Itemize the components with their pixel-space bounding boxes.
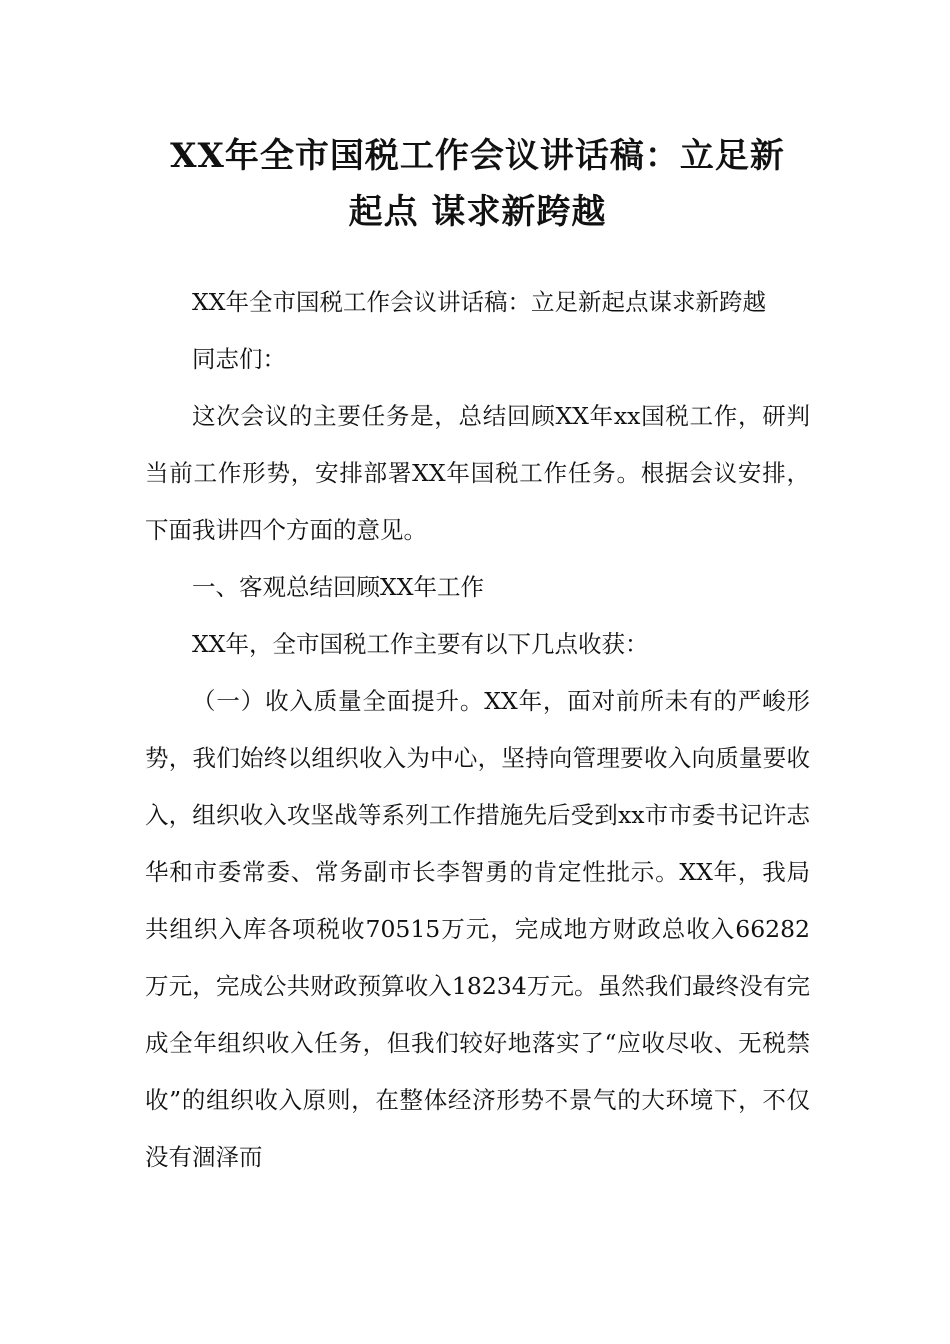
paragraph-heading-repeat: XX年全市国税工作会议讲话稿：立足新起点谋求新跨越: [192, 288, 766, 316]
document-body: [145, 274, 810, 1186]
document-title: [145, 128, 810, 240]
paragraph-salutation: 同志们：: [192, 345, 286, 373]
paragraph-summary-lead: XX年，全市国税工作主要有以下几点收获：: [192, 630, 649, 658]
document-title-line-1: XX年全市国税工作会议讲话稿：立足新: [170, 136, 785, 176]
paragraph-intro: 这次会议的主要任务是，总结回顾XX年xx国税工作，研判当前工作形势，安排部署XX年国税工作任务。根据会议安排，下面我讲四个方面的意见。: [145, 402, 810, 544]
document-title-line-2: 起点 谋求新跨越: [348, 192, 607, 232]
paragraph-revenue: （一）收入质量全面提升。XX年，面对前所未有的严峻形势，我们始终以组织收入为中心，坚持向管理要收入向质量要收入，组织收入攻坚战等系列工作措施先后受到xx市市委书记许志华和市委常委、常务副市长李智勇的肯定性批示。XX年，我局共组织入库各项税收70515万元，完成地方财政总收入66282万元，完成公共财政预算收入18234万元。虽然我们最终没有完成全年组织收入任务，但我们较好地落实了“应收尽收、无税禁收”的组织收入原则，在整体经济形势不景气的大环境下，不仅没有涸泽而: [145, 687, 810, 1171]
document-page: [145, 128, 810, 1186]
paragraph-section-heading: 一、客观总结回顾XX年工作: [192, 573, 484, 601]
